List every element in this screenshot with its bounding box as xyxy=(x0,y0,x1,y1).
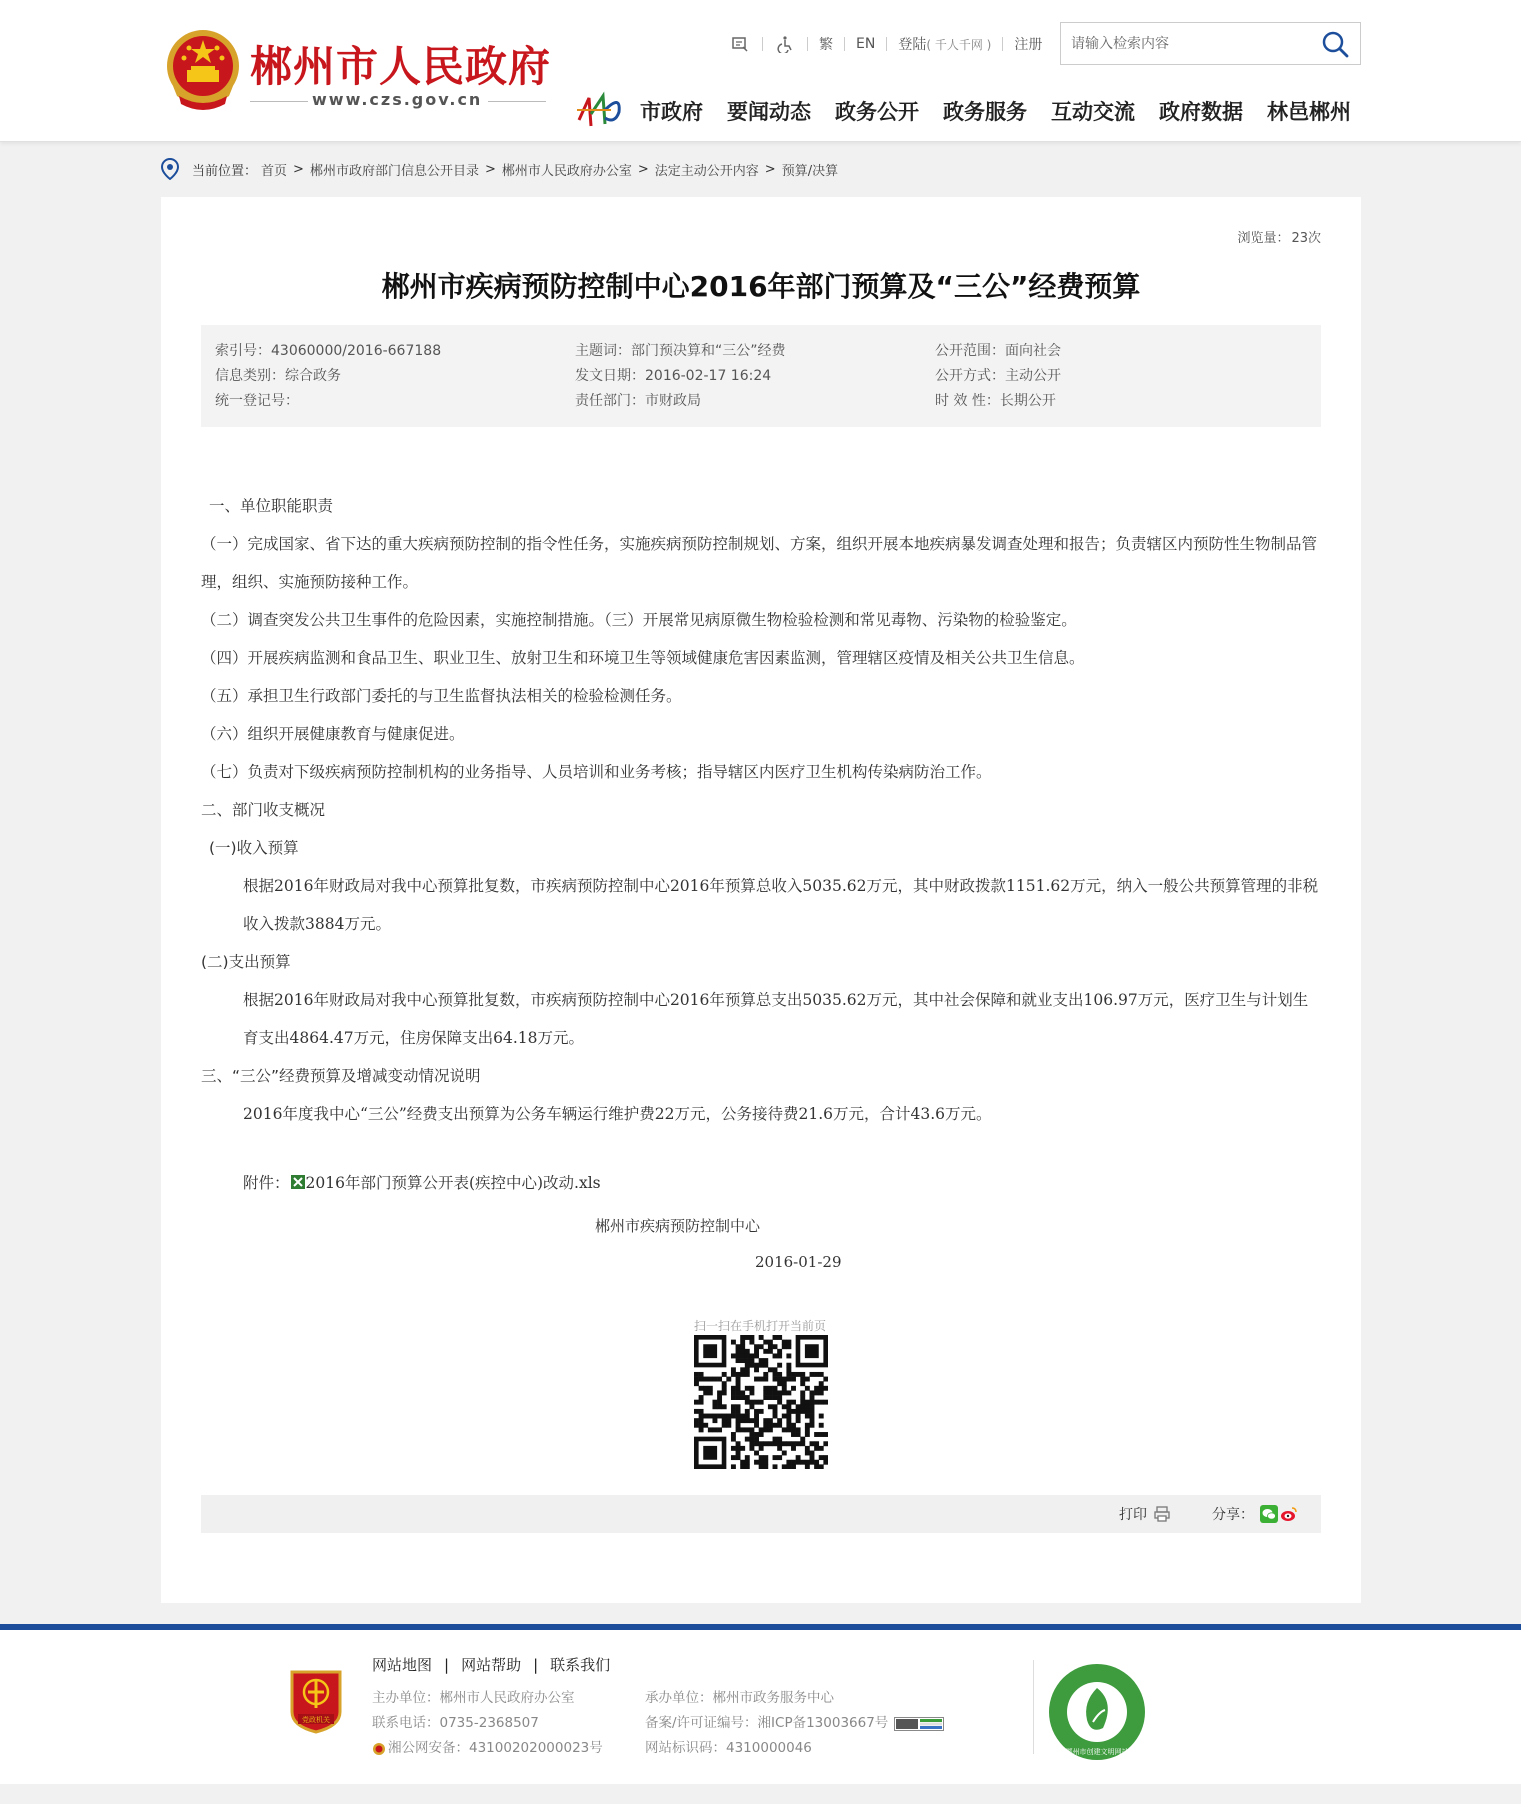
lin-yi-logo-icon xyxy=(575,90,627,132)
divider-line xyxy=(250,101,308,102)
divider-line xyxy=(488,101,546,102)
validity: 时 效 性：长期公开 xyxy=(935,393,1056,409)
contact-phone: 联系电话：0735-2368507 xyxy=(372,1715,539,1731)
cnzz-badge-icon[interactable] xyxy=(894,1717,944,1731)
footer-link-help[interactable]: 网站帮助 xyxy=(461,1656,522,1674)
share-group xyxy=(1212,1504,1298,1524)
paragraph: （七）负责对下级疾病预防控制机构的业务指导、人员培训和业务考核；指导辖区内医疗卫生机构传染病防治工作。 xyxy=(201,763,992,781)
nav-item-linyi-chenzhou[interactable]: 林邑郴州 xyxy=(1267,100,1351,124)
signature-date: 2016-01-29 xyxy=(755,1253,842,1271)
print-button[interactable] xyxy=(1119,1504,1171,1524)
nav-item-news[interactable]: 要闻动态 xyxy=(727,100,811,124)
search-icon[interactable] xyxy=(1320,29,1350,59)
civilized-website-seal-icon[interactable] xyxy=(1047,1662,1147,1762)
nav-item-gov-disclosure[interactable]: 政务公开 xyxy=(835,100,919,124)
search-box xyxy=(1060,22,1361,65)
site-id-code: 网站标识码：4310000046 xyxy=(645,1740,812,1756)
host-unit: 主办单位：郴州市人民政府办公室 xyxy=(372,1690,575,1706)
subject-words: 主题词：部门预决算和“三公”经费 xyxy=(575,343,786,359)
separator xyxy=(807,37,808,51)
attachment-link[interactable]: 2016年部门预算公开表(疾控中心)改动.xls xyxy=(305,1174,601,1192)
paragraph: （六）组织开展健康教育与健康促进。 xyxy=(201,725,465,743)
breadcrumb-directory[interactable]: 郴州市政府部门信息公开目录 xyxy=(309,163,479,179)
link-separator: | xyxy=(444,1655,450,1674)
separator xyxy=(1002,37,1003,51)
printer-icon xyxy=(1153,1505,1171,1523)
login-label: 登陆 xyxy=(898,37,927,53)
article-card xyxy=(161,197,1361,1603)
qr-code-icon xyxy=(694,1335,828,1469)
article-toolbar xyxy=(201,1495,1321,1533)
paragraph: 2016年度我中心“三公”经费支出预算为公务车辆运行维护费22万元，公务接待费21.6万元，合计43.6万元。 xyxy=(243,1105,992,1123)
english-link[interactable]: EN xyxy=(856,36,876,52)
site-footer xyxy=(0,1630,1521,1784)
article-body xyxy=(201,487,1321,1133)
breadcrumb-separator: > xyxy=(637,161,649,177)
view-count-value: 23次 xyxy=(1291,231,1321,246)
paragraph: （二）调查突发公共卫生事件的危险因素，实施控制措施。（三）开展常见病原微生物检验检测和常见毒物、污染物的检验鉴定。 xyxy=(201,611,1077,629)
location-pin-icon xyxy=(160,158,180,180)
icp-number: 备案/许可证编号：湘ICP备13003667号 xyxy=(645,1715,889,1731)
page-bottom-strip xyxy=(0,1784,1521,1804)
operator-unit: 承办单位：郴州市政务服务中心 xyxy=(645,1690,834,1706)
wechat-icon[interactable] xyxy=(1260,1505,1278,1523)
publish-date: 发文日期：2016-02-17 16:24 xyxy=(575,368,772,384)
nav-item-interaction[interactable]: 互动交流 xyxy=(1051,100,1135,124)
breadcrumb-office[interactable]: 郴州市人民政府办公室 xyxy=(501,163,632,179)
separator xyxy=(886,37,887,51)
subsection-heading: (二)支出预算 xyxy=(201,953,291,971)
site-url-row xyxy=(250,90,546,112)
metadata-panel xyxy=(201,325,1321,427)
seal-text: 郴州市创建文明网站 xyxy=(1065,1748,1129,1756)
footer-divider xyxy=(1033,1660,1034,1754)
traditional-chinese-link[interactable]: 繁 xyxy=(819,37,833,53)
breadcrumb-label: 当前位置： xyxy=(192,163,258,179)
weibo-icon[interactable] xyxy=(1280,1505,1298,1523)
qr-caption-text: 扫一扫在手机打开当前页 xyxy=(693,1319,826,1333)
view-count-label: 浏览量： xyxy=(1237,231,1290,246)
breadcrumb-separator: > xyxy=(764,161,776,177)
nav-item-city-government[interactable]: 市政府 xyxy=(640,100,703,124)
signature-organization: 郴州市疾病预防控制中心 xyxy=(595,1217,761,1235)
paragraph: 根据2016年财政局对我中心预算批复数，市疾病预防控制中心2016年预算总收入5035.62万元，其中财政拨款1151.62万元，纳入一般公共预算管理的非税收入拨款3884万元。 xyxy=(243,877,1319,933)
link-separator: | xyxy=(533,1655,539,1674)
utility-bar xyxy=(720,32,1051,56)
footer-link-contact[interactable]: 联系我们 xyxy=(550,1656,611,1674)
party-gov-badge-icon[interactable] xyxy=(288,1668,344,1734)
login-link[interactable] xyxy=(898,34,991,54)
public-security-row[interactable] xyxy=(372,1736,603,1761)
share-label: 分享： xyxy=(1212,1507,1254,1523)
accessibility-reader-icon[interactable] xyxy=(730,34,750,54)
public-security-number: 湘公网安备：43100202000023号 xyxy=(388,1740,603,1756)
breadcrumb-budget[interactable]: 预算/决算 xyxy=(781,163,839,179)
metadata-column xyxy=(935,339,1061,414)
site-title[interactable]: 郴州市人民政府 xyxy=(250,42,552,91)
info-category: 信息类别：综合政务 xyxy=(215,368,341,384)
responsible-dept: 责任部门：市财政局 xyxy=(575,393,701,409)
separator xyxy=(762,37,763,51)
index-number: 索引号：43060000/2016-667188 xyxy=(215,343,442,359)
footer-info-right xyxy=(645,1686,944,1761)
national-emblem-icon xyxy=(165,26,242,112)
nav-item-gov-data[interactable]: 政府数据 xyxy=(1159,100,1243,124)
accessibility-wheelchair-icon[interactable] xyxy=(775,34,795,54)
paragraph: （一）完成国家、省下达的重大疾病预防控制的指令性任务，实施疾病预防控制规划、方案，组织开展本地疾病暴发调查处理和报告；负责辖区内预防性生物制品管理，组织、实施预防接种工作。 xyxy=(201,535,1318,591)
paragraph: 根据2016年财政局对我中心预算批复数，市疾病预防控制中心2016年预算总支出5035.62万元，其中社会保障和就业支出106.97万元，医疗卫生与计划生育支出4864.47万元，住房保障支出64.18万元。 xyxy=(243,991,1309,1047)
footer-links xyxy=(372,1654,610,1675)
registration-number: 统一登记号： xyxy=(215,393,299,409)
footer-info-left xyxy=(372,1686,603,1761)
site-header xyxy=(0,0,1521,142)
breadcrumb-home[interactable]: 首页 xyxy=(261,163,288,179)
nav-item-gov-services[interactable]: 政务服务 xyxy=(943,100,1027,124)
attachment-row xyxy=(243,1171,601,1193)
print-label: 打印 xyxy=(1119,1507,1147,1523)
police-badge-icon xyxy=(372,1742,386,1756)
separator xyxy=(844,37,845,51)
paragraph: （四）开展疾病监测和食品卫生、职业卫生、放射卫生和环境卫生等领域健康危害因素监测，管理辖区疫情及相关公共卫生信息。 xyxy=(201,649,1085,667)
icp-row[interactable] xyxy=(645,1711,944,1736)
breadcrumb xyxy=(160,158,838,180)
paragraph: （五）承担卫生行政部门委托的与卫生监督执法相关的检验检测任务。 xyxy=(201,687,682,705)
disclosure-scope: 公开范围：面向社会 xyxy=(935,343,1061,359)
subsection-heading: (一)收入预算 xyxy=(209,839,299,857)
view-count xyxy=(1235,227,1321,246)
badge-text: 党政机关 xyxy=(302,1716,330,1724)
section-heading: 二、部门收支概况 xyxy=(201,801,326,819)
site-url: www.czs.gov.cn xyxy=(312,90,483,109)
breadcrumb-separator: > xyxy=(484,161,496,177)
footer-link-sitemap[interactable]: 网站地图 xyxy=(372,1656,433,1674)
login-sub-label: ( 千人千网 ) xyxy=(926,38,992,52)
main-nav xyxy=(640,96,1351,126)
search-input[interactable] xyxy=(1071,33,1311,55)
qr-caption xyxy=(161,1317,1361,1334)
register-link[interactable]: 注册 xyxy=(1014,37,1043,53)
breadcrumb-separator: > xyxy=(293,161,304,177)
section-heading: 一、单位职能职责 xyxy=(209,497,334,515)
metadata-column xyxy=(575,339,786,414)
section-heading: 三、“三公”经费预算及增减变动情况说明 xyxy=(201,1067,481,1085)
metadata-column xyxy=(215,339,441,414)
attachment-label: 附件： xyxy=(243,1174,290,1192)
breadcrumb-content[interactable]: 法定主动公开内容 xyxy=(654,163,759,179)
article-title: 郴州市疾病预防控制中心2016年部门预算及“三公”经费预算 xyxy=(381,270,1141,303)
excel-file-icon xyxy=(290,1174,306,1190)
disclosure-method: 公开方式：主动公开 xyxy=(935,368,1061,384)
